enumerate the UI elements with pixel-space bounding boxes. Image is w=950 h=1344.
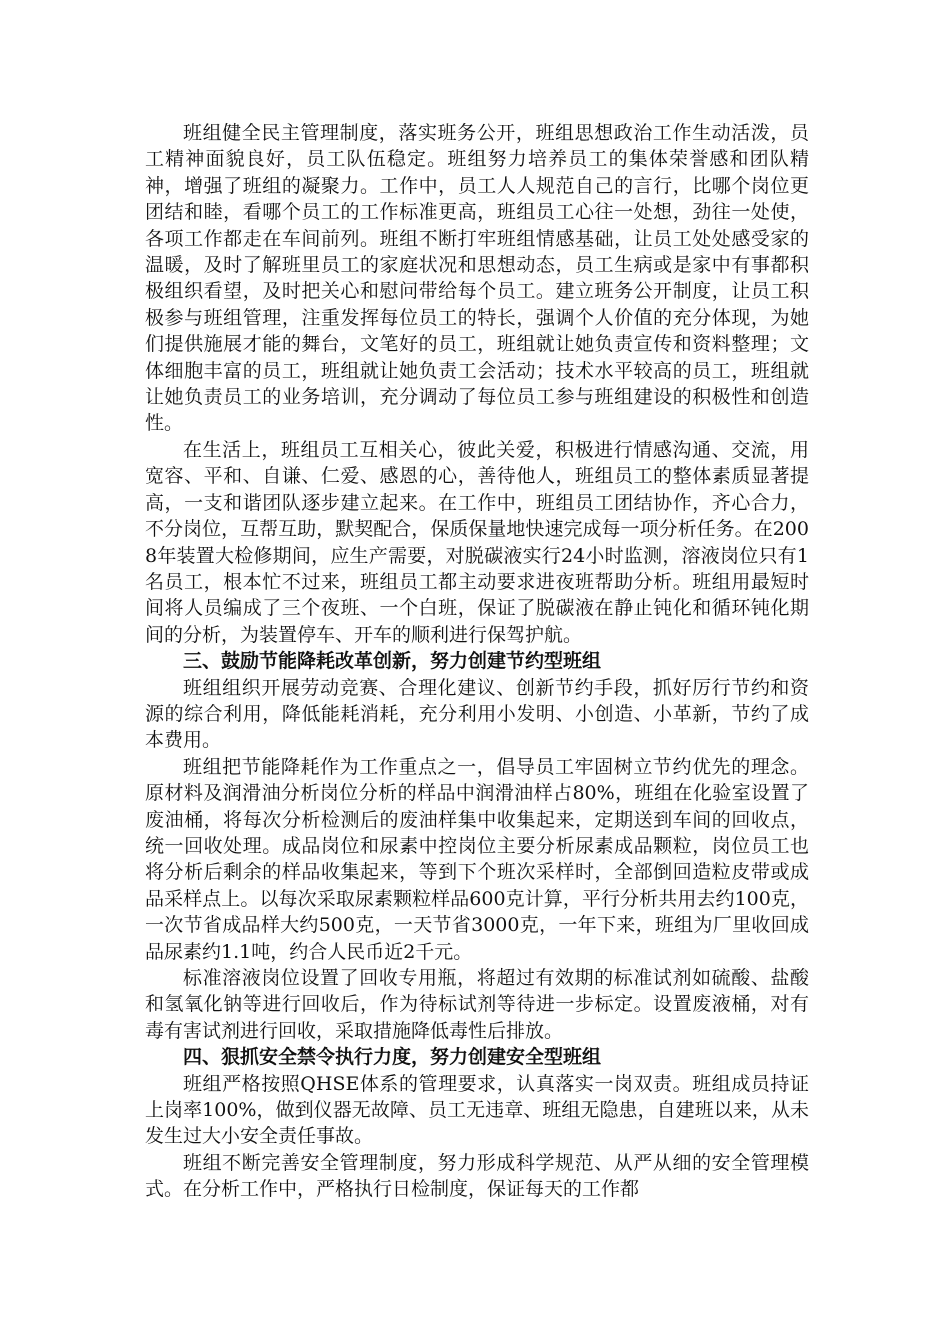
paragraph-energy-saving-details: 班组把节能降耗作为工作重点之一，倡导员工牢固树立节约优先的理念。原材料及润滑油分析岗位分析的样品中润滑油样占80%，班组在化验室设置了废油桶，将每次分析检测后的废油样集中收集起来，定期送到车间的回收点，统一回收处理。成品岗位和尿素中控岗位主要分析尿素成品颗粒，岗位员工也将分析后剩余的样品收集起来，等到下个班次采样时，全部倒回造粒皮带或成品采样点上。以每次采取尿素颗粒样品600克计算，平行分析共用去约100克，一次节省成品样大约500克，一天节省3000克，一年下来，班组为厂里收回成品尿素约1.1吨，约合人民币近2千元。: [145, 755, 809, 963]
paragraph-qhse-system: 班组严格按照QHSE体系的管理要求，认真落实一岗双责。班组成员持证上岗率100%，做到仪器无故障、员工无违章、班组无隐患，自建班以来，从未发生过大小安全责任事故。: [145, 1072, 809, 1148]
paragraph-safety-management: 班组不断完善安全管理制度，努力形成科学规范、从严从细的安全管理模式。在分析工作中，严格执行日检制度，保证每天的工作都: [145, 1151, 809, 1201]
document-body: [145, 120, 809, 1203]
section-heading-energy-saving: 三、鼓励节能降耗改革创新，努力创建节约型班组: [183, 650, 602, 673]
paragraph-democratic-management: 班组健全民主管理制度，落实班务公开，班组思想政治工作生动活泼，员工精神面貌良好，员工队伍稳定。班组努力培养员工的集体荣誉感和团队精神，增强了班组的凝聚力。工作中，员工人人规范自己的言行，比哪个岗位更团结和睦，看哪个员工的工作标准更高，班组员工心往一处想，劲往一处使，各项工作都走在车间前列。班组不断打牢班组情感基础，让员工处处感受家的温暖，及时了解班里员工的家庭状况和思想动态，员工生病或是家中有事都积极组织看望，及时把关心和慰问带给每个员工。建立班务公开制度，让员工积极参与班组管理，注重发挥每位员工的特长，强调个人价值的充分体现，为她们提供施展才能的舞台，文笔好的员工，班组就让她负责宣传和资料整理；文体细胞丰富的员工，班组就让她负责工会活动；技术水平较高的员工，班组就让她负责员工的业务培训，充分调动了每位员工参与班组建设的积极性和创造性。: [145, 122, 809, 435]
paragraph-labor-competition: 班组组织开展劳动竞赛、合理化建议、创新节约手段，抓好厉行节约和资源的综合利用，降低能耗消耗，充分利用小发明、小创造、小革新，节约了成本费用。: [145, 676, 809, 752]
paragraph-standard-solution-recycling: 标准溶液岗位设置了回收专用瓶，将超过有效期的标准试剂如硫酸、盐酸和氢氧化钠等进行回收后，作为待标试剂等待进一步标定。设置废液桶，对有毒有害试剂进行回收，采取措施降低毒性后排放。: [145, 967, 809, 1042]
section-heading-safety: 四、狠抓安全禁令执行力度，努力创建安全型班组: [183, 1046, 602, 1069]
paragraph-mutual-care: 在生活上，班组员工互相关心，彼此关爱，积极进行情感沟通、交流，用宽容、平和、自谦、仁爱、感恩的心，善待他人，班组员工的整体素质显著提高，一支和谐团队逐步建立起来。在工作中，班组员工团结协作，齐心合力，不分岗位，互帮互助，默契配合，保质保量地快速完成每一项分析任务。在2008年装置大检修期间，应生产需要，对脱碳液实行24小时监测，溶液岗位只有1名员工，根本忙不过来，班组员工都主动要求进夜班帮助分析。班组用最短时间将人员编成了三个夜班、一个白班，保证了脱碳液在静止钝化和循环钝化期间的分析，为装置停车、开车的顺利进行保驾护航。: [145, 438, 809, 646]
